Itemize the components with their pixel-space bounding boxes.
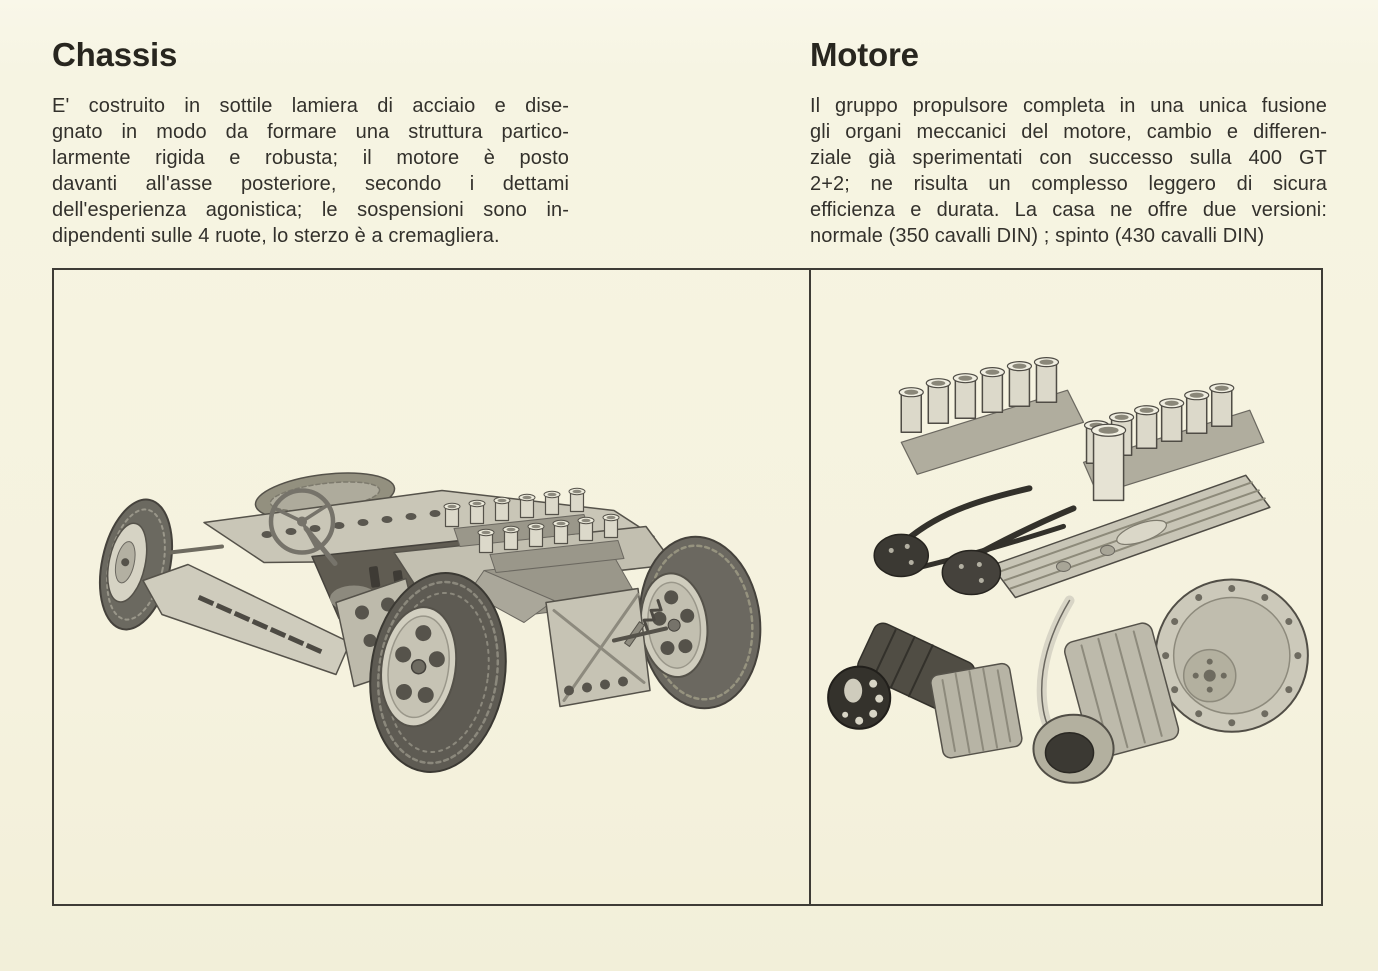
chassis-paragraph: [52, 93, 569, 249]
paragraph-line: dipendenti sulle 4 ruote, lo sterzo è a cremagliera.: [52, 224, 500, 247]
chassis-figure-cell: [54, 270, 809, 904]
chassis-illustration: [54, 270, 809, 904]
paragraph-line: E' costruito in sottile lamiera di acciaio e dise-: [52, 94, 569, 117]
paragraph-line: Il gruppo propulsore completa in una unica fusione: [810, 94, 1327, 117]
paragraph-line: dell'esperienza agonistica; le sospensioni sono in-: [52, 198, 569, 221]
paragraph-line: davanti all'asse posteriore, secondo i dettami: [52, 172, 569, 195]
drive-flange-disc: [828, 667, 890, 729]
front-trumpet: [1092, 424, 1126, 500]
paragraph-line: gnato in modo da formare una struttura partico-: [52, 120, 569, 143]
paragraph-line: 2+2; ne risulta un complesso leggero di sicura: [810, 172, 1327, 195]
engine-figure-cell: [809, 270, 1321, 904]
chassis-section: [52, 37, 569, 249]
paragraph-line: larmente rigida e robusta; il motore è posto: [52, 146, 569, 169]
motore-heading: Motore: [810, 36, 919, 73]
figure-frame: [52, 268, 1323, 906]
paragraph-line: ziale già sperimentati con successo sulla 400 GT: [810, 146, 1327, 169]
motore-paragraph: [810, 93, 1327, 249]
side-sill: [143, 565, 350, 675]
motore-section: [810, 37, 1327, 249]
paragraph-line: normale (350 cavalli DIN) ; spinto (430 cavalli DIN): [810, 224, 1265, 247]
gearbox-housing: [1156, 579, 1308, 731]
finned-sump: [930, 662, 1024, 759]
rear-subframe: [546, 589, 650, 707]
chassis-heading: Chassis: [52, 36, 178, 73]
bell-housing: [1033, 715, 1113, 783]
paragraph-line: gli organi meccanici del motore, cambio e differen-: [810, 120, 1327, 143]
engine-illustration: [811, 270, 1321, 904]
paragraph-line: efficienza e durata. La casa ne offre due versioni:: [810, 198, 1327, 221]
